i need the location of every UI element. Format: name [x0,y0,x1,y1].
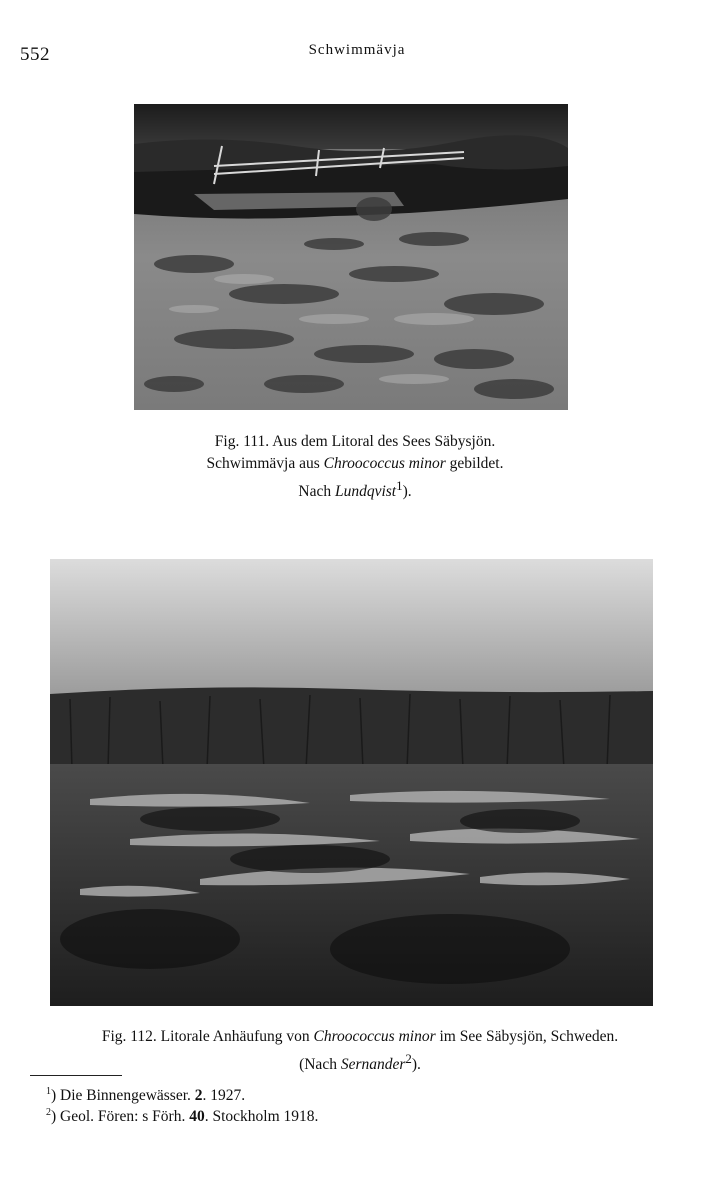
footnote-1: $^1$) Die Binnengewässer. 2. 1927. [46,1086,246,1105]
footnote-mark: 1 [46,1086,51,1097]
volume-number: 40 [189,1108,205,1126]
lake-shore-photo [134,104,568,410]
volume-number: 2 [194,1087,203,1105]
figure-111-caption [120,431,590,503]
caption-line: Fig. 111. Aus dem Litoral des Sees Säbysjön. [214,433,496,450]
footnote-2: $^2$) Geol. Fören: s Förh. 40. Stockholm 1918. [46,1107,319,1126]
caption-line: (Nach Sernander$^2$). [299,1051,421,1074]
author-name: Sernander [340,1056,406,1074]
figure-112-caption [20,1026,700,1076]
footnote-divider [30,1075,122,1076]
figure-111-photo [134,104,568,410]
running-title: Schwimmävja [308,42,406,58]
author-name: Lundqvist [334,483,397,501]
page-number: 552 [20,44,50,65]
reed-shore-photo [50,559,653,1006]
species-name: Chroococcus minor [323,455,446,472]
figure-112-photo [50,559,653,1006]
caption-line: Schwimmävja aus Chroococcus minor gebildet. [206,455,504,472]
footnote-ref: 2 [405,1051,412,1066]
footnote-ref: 1 [396,478,403,493]
footnote-mark: 2 [46,1107,51,1118]
caption-line: Fig. 112. Litorale Anhäufung von Chroococcus minor im See Säbysjön, Schweden. [101,1028,619,1045]
caption-line: Nach Lundqvist$^1$). [298,478,412,501]
species-name: Chroococcus minor [313,1028,436,1045]
